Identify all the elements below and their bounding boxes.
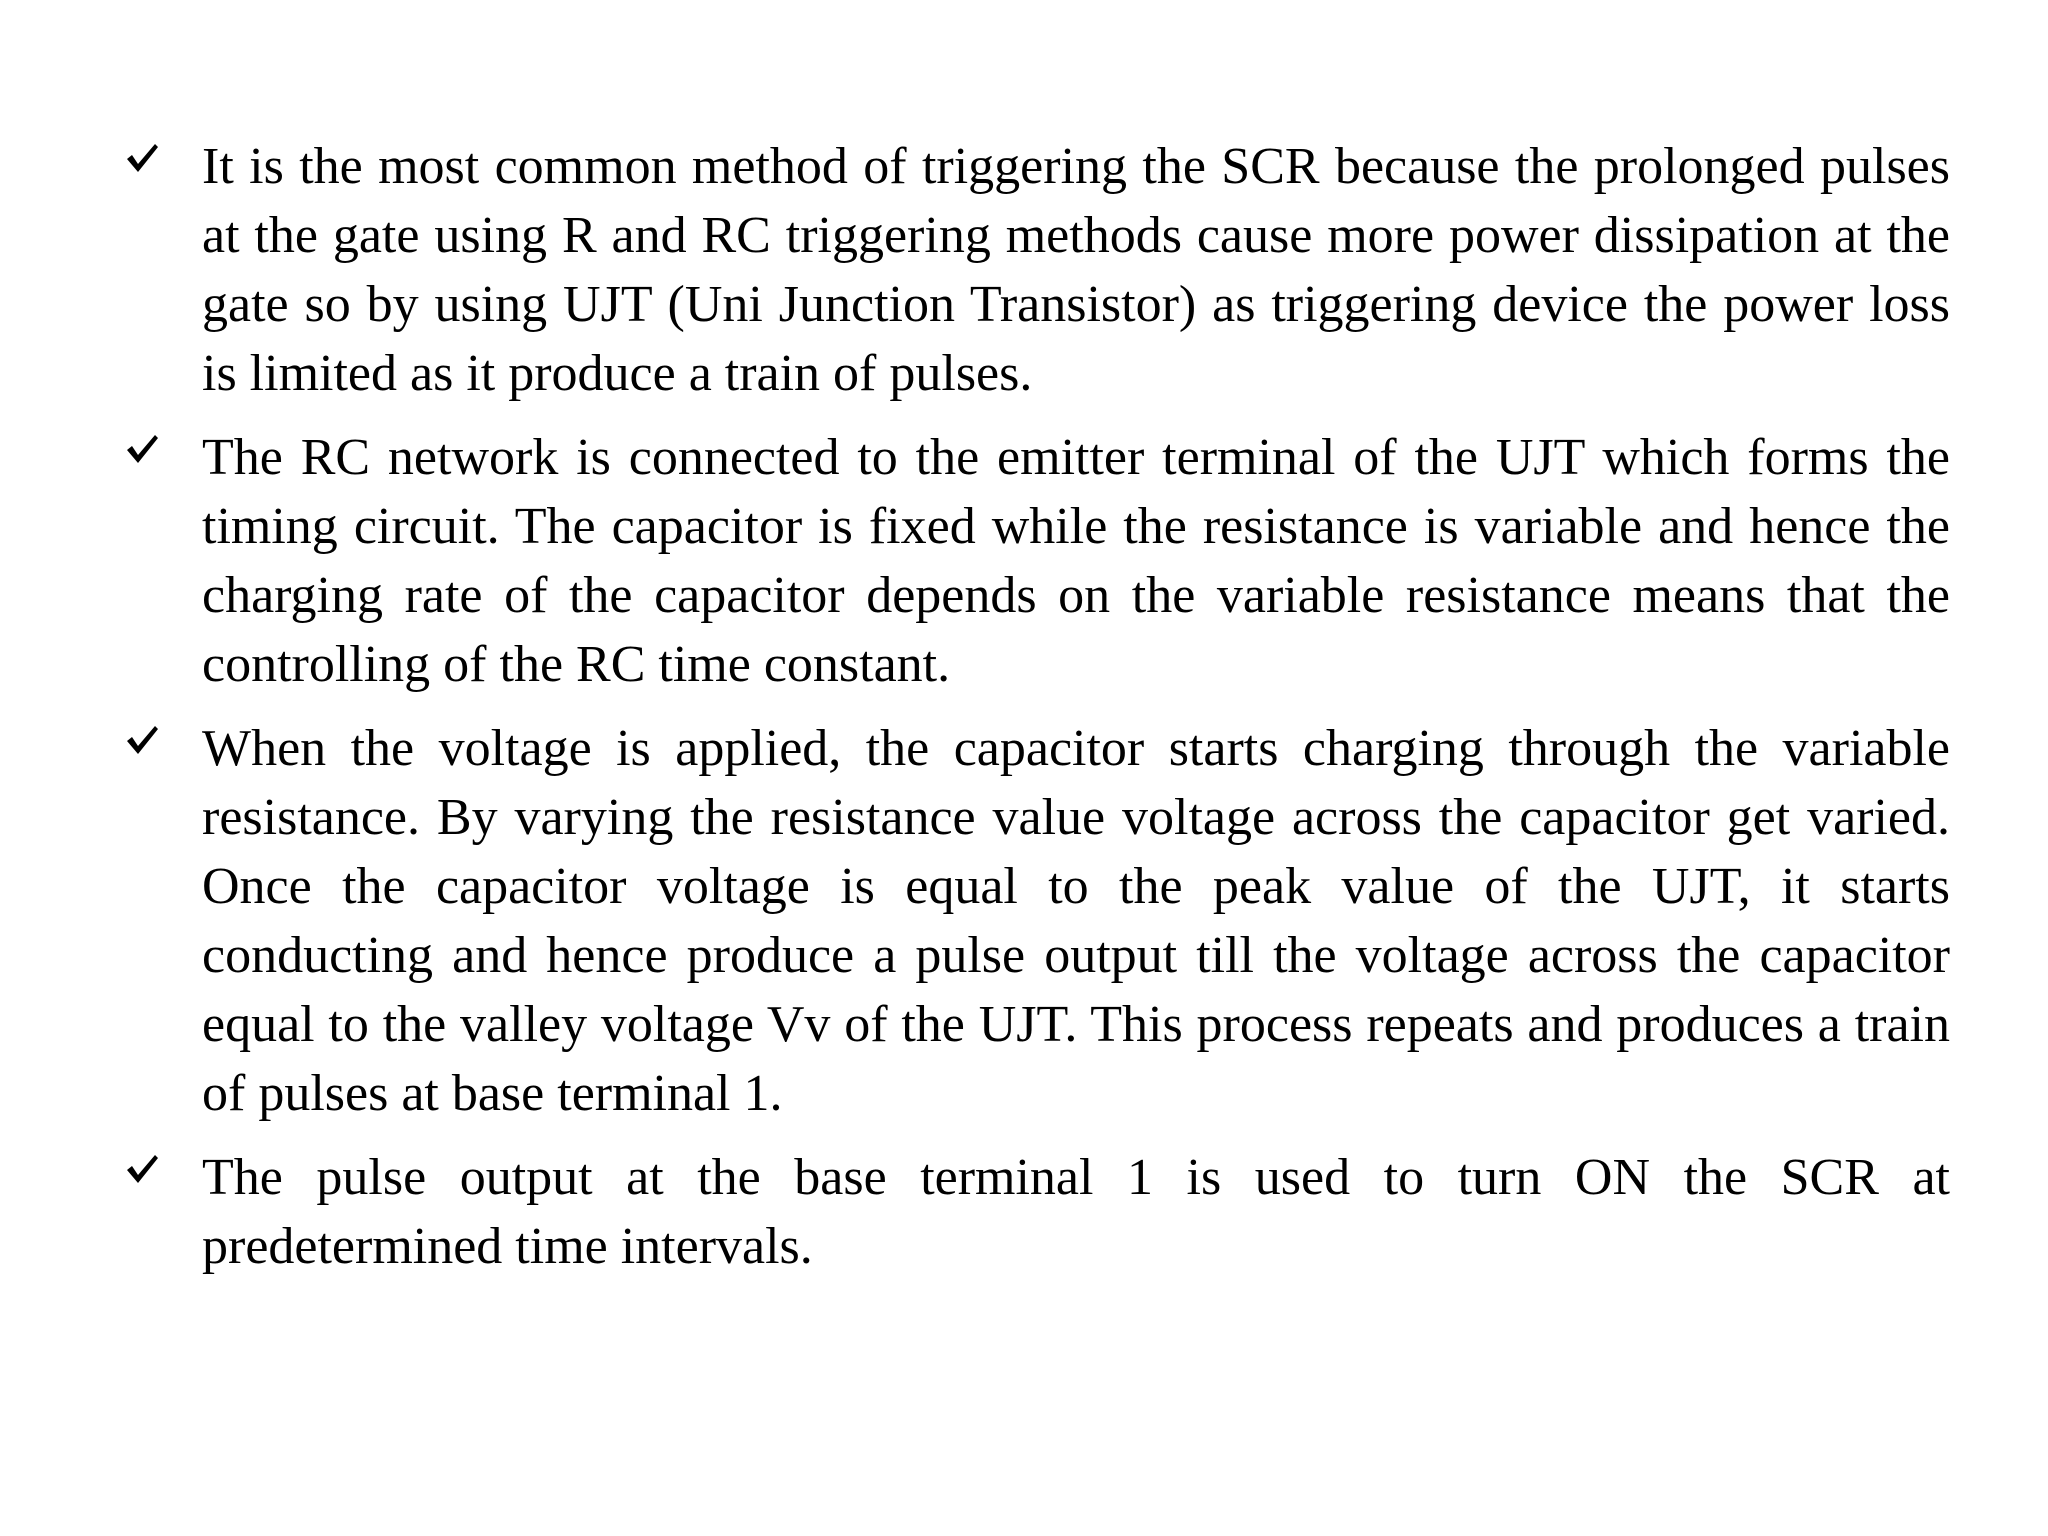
check-icon xyxy=(124,1151,160,1187)
bullet-item xyxy=(118,714,1950,1128)
bullet-item xyxy=(118,423,1950,699)
bullet-text: The RC network is connected to the emitter terminal of the UJT which forms the timing circuit. The capacitor is fixed while the resistance is variable and hence the charging rate of the capacitor depends on the variable resistance means that the controlling of the RC time constant. xyxy=(202,429,1950,693)
bullet-item xyxy=(118,1143,1950,1281)
bullet-list xyxy=(118,132,1950,1296)
bullet-item xyxy=(118,132,1950,408)
bullet-text: It is the most common method of triggering the SCR because the prolonged pulses at the gate using R and RC triggering methods cause more power dissipation at the gate so by using UJT (Uni Junction Transistor) as triggering device the power loss is limited as it produce a train of pulses. xyxy=(202,138,1950,402)
bullet-text: The pulse output at the base terminal 1 is used to turn ON the SCR at predetermined time intervals. xyxy=(202,1149,1950,1275)
check-icon xyxy=(124,722,160,758)
bullet-text: When the voltage is applied, the capacitor starts charging through the variable resistance. By varying the resistance value voltage across the capacitor get varied. Once the capacitor voltage is equal to the peak value of the UJT, it starts conducting and hence produce a pulse output till the voltage across the capacitor equal to the valley voltage Vv of the UJT. This process repeats and produces a train of pulses at base terminal 1. xyxy=(202,720,1950,1122)
check-icon xyxy=(124,431,160,467)
check-icon xyxy=(124,140,160,176)
